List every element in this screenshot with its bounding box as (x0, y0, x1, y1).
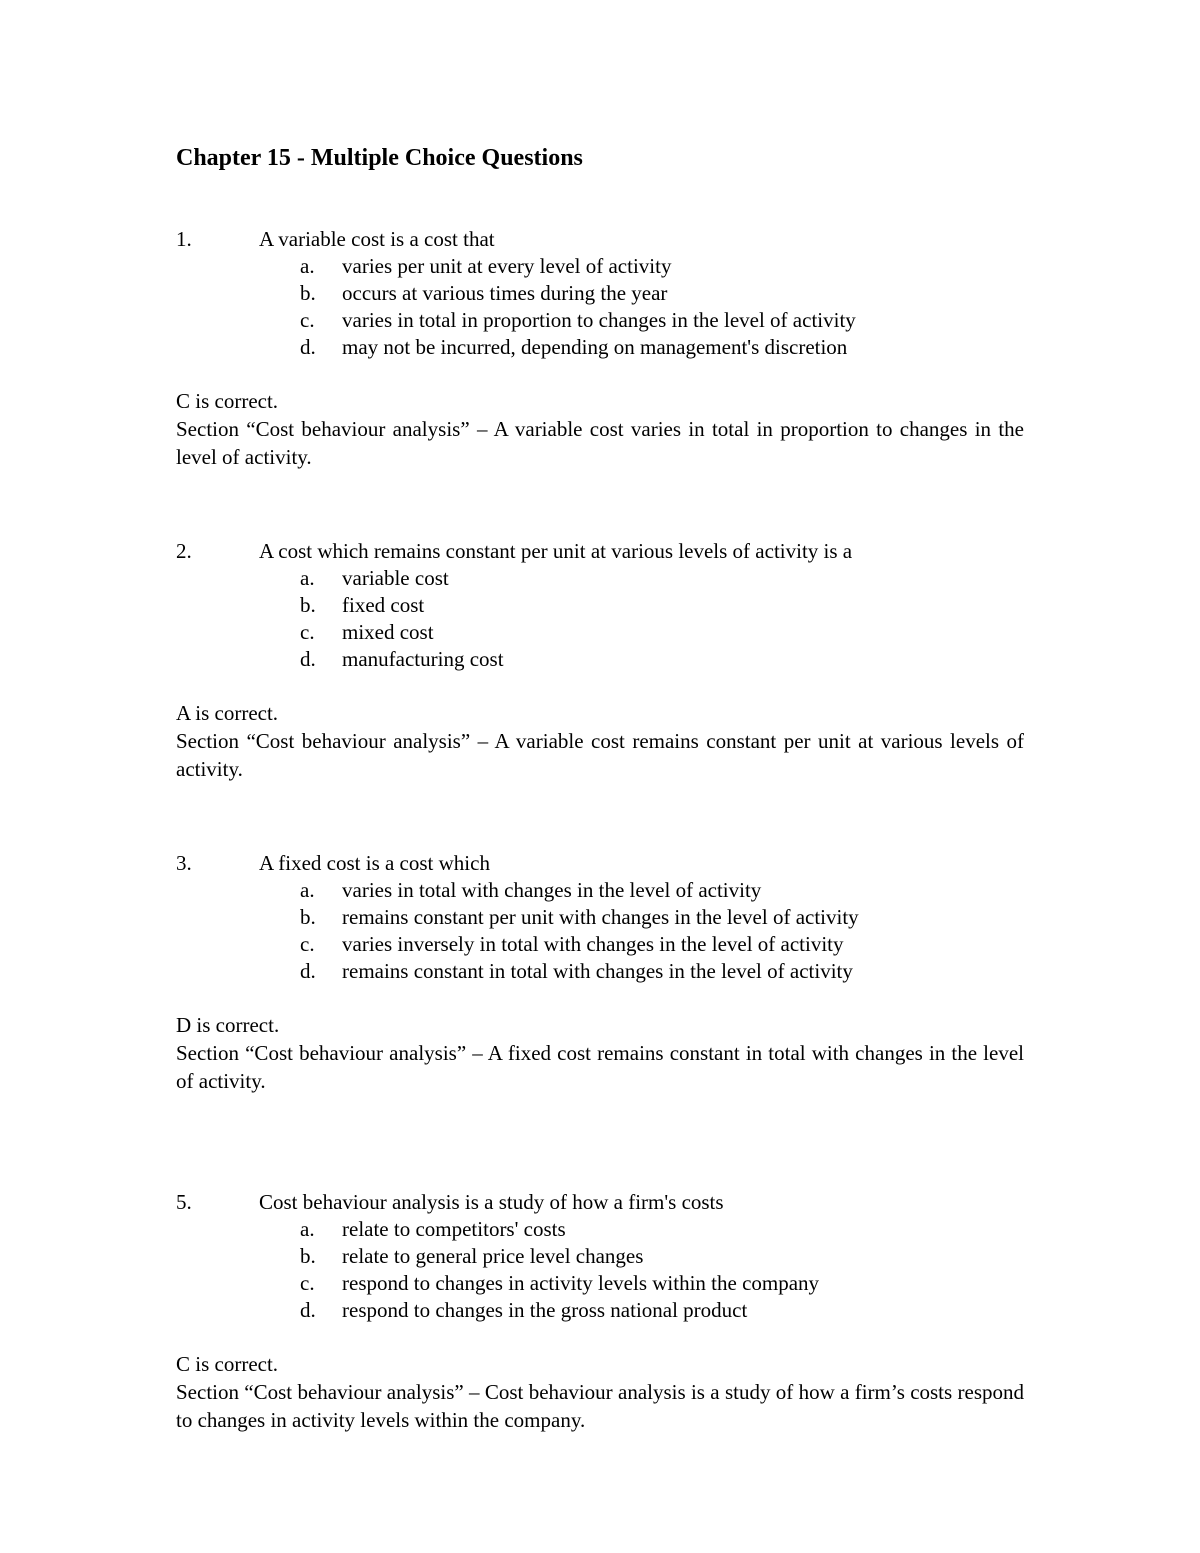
choice-list (176, 565, 1024, 673)
answer-key: C is correct. (176, 1352, 279, 1376)
choice-d (176, 1297, 1024, 1324)
choice-c (176, 307, 1024, 334)
choice-letter: c. (300, 1271, 315, 1295)
choice-c (176, 931, 1024, 958)
choice-text: relate to general price level changes (342, 1244, 644, 1268)
document-page (176, 140, 1024, 1434)
choice-list (176, 253, 1024, 361)
choice-letter: a. (300, 254, 315, 278)
choice-letter: b. (300, 905, 316, 929)
question-text: A variable cost is a cost that (259, 227, 495, 251)
answer-key: C is correct. (176, 389, 279, 413)
choice-letter: a. (300, 878, 315, 902)
question-text: A fixed cost is a cost which (259, 851, 490, 875)
question-stem (176, 226, 1024, 253)
spacer (176, 471, 1024, 538)
choice-letter: a. (300, 1217, 315, 1241)
choice-b (176, 592, 1024, 619)
choice-text: varies in total in proportion to changes in the level of activity (342, 308, 856, 332)
choice-d (176, 646, 1024, 673)
page-title: Chapter 15 - Multiple Choice Questions (176, 145, 583, 171)
question-1 (176, 226, 1024, 471)
choice-c (176, 1270, 1024, 1297)
choice-letter: b. (300, 593, 316, 617)
question-number: 3. (176, 851, 192, 875)
choice-text: occurs at various times during the year (342, 281, 668, 305)
answer-key: D is correct. (176, 1013, 280, 1037)
question-stem (176, 850, 1024, 877)
choice-letter: d. (300, 959, 316, 983)
question-3 (176, 850, 1024, 1095)
choice-text: relate to competitors' costs (342, 1217, 566, 1241)
choice-text: varies in total with changes in the level of activity (342, 878, 762, 902)
choice-text: respond to changes in the gross national product (342, 1298, 748, 1322)
spacer (176, 1095, 1024, 1189)
choice-letter: d. (300, 1298, 316, 1322)
question-text: Cost behaviour analysis is a study of how a firm's costs (259, 1190, 724, 1214)
choice-letter: c. (300, 308, 315, 332)
choice-letter: b. (300, 1244, 316, 1268)
choice-letter: d. (300, 647, 316, 671)
choice-letter: a. (300, 566, 315, 590)
choice-a (176, 877, 1024, 904)
choice-list (176, 877, 1024, 985)
choice-b (176, 904, 1024, 931)
question-text: A cost which remains constant per unit at various levels of activity is a (259, 539, 853, 563)
answer-explanation: Section “Cost behaviour analysis” – A variable cost varies in total in proportion to changes in the level of activity. (176, 417, 1024, 469)
choice-a (176, 1216, 1024, 1243)
question-5 (176, 1189, 1024, 1434)
question-2 (176, 538, 1024, 783)
choice-text: mixed cost (342, 620, 434, 644)
choice-letter: c. (300, 932, 315, 956)
answer-explanation: Section “Cost behaviour analysis” – A variable cost remains constant per unit at various levels of activity. (176, 729, 1024, 781)
choice-letter: d. (300, 335, 316, 359)
choice-d (176, 334, 1024, 361)
choice-text: varies inversely in total with changes in the level of activity (342, 932, 844, 956)
choice-text: respond to changes in activity levels within the company (342, 1271, 820, 1295)
question-stem (176, 538, 1024, 565)
choice-text: varies per unit at every level of activity (342, 254, 672, 278)
answer-key: A is correct. (176, 701, 279, 725)
choice-text: variable cost (342, 566, 449, 590)
question-number: 5. (176, 1190, 192, 1214)
question-stem (176, 1189, 1024, 1216)
answer-explanation: Section “Cost behaviour analysis” – A fixed cost remains constant in total with changes in the level of activity. (176, 1041, 1024, 1093)
choice-text: remains constant in total with changes in the level of activity (342, 959, 853, 983)
choice-c (176, 619, 1024, 646)
choice-text: may not be incurred, depending on management's discretion (342, 335, 848, 359)
choice-text: manufacturing cost (342, 647, 504, 671)
spacer (176, 783, 1024, 850)
question-number: 1. (176, 227, 192, 251)
question-number: 2. (176, 539, 192, 563)
choice-list (176, 1216, 1024, 1324)
choice-letter: c. (300, 620, 315, 644)
choice-letter: b. (300, 281, 316, 305)
choice-b (176, 1243, 1024, 1270)
choice-text: fixed cost (342, 593, 425, 617)
answer-explanation: Section “Cost behaviour analysis” – Cost behaviour analysis is a study of how a firm’s costs respond to changes in activity levels within the company. (176, 1380, 1024, 1432)
choice-text: remains constant per unit with changes in the level of activity (342, 905, 859, 929)
choice-b (176, 280, 1024, 307)
choice-a (176, 253, 1024, 280)
choice-a (176, 565, 1024, 592)
choice-d (176, 958, 1024, 985)
